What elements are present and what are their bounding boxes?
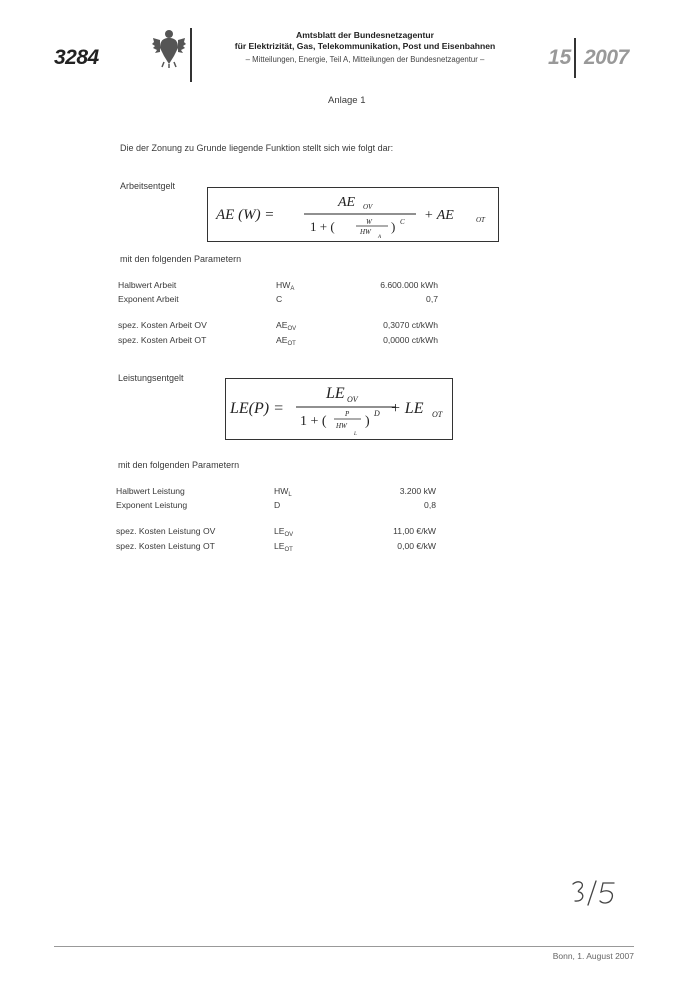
formula2-numerator-sub: OV bbox=[347, 395, 358, 404]
issue-divider bbox=[574, 38, 576, 78]
formula2-numerator: LE bbox=[326, 385, 345, 402]
issue-number: 15 bbox=[548, 46, 572, 69]
svg-text:): ) bbox=[391, 219, 396, 234]
formula1-frac-den-sub: A bbox=[378, 235, 382, 240]
params-intro-1: mit den folgenden Parametern bbox=[120, 254, 242, 264]
formula2-frac-num: P bbox=[345, 410, 350, 418]
formula1-plus: + AE bbox=[424, 208, 454, 223]
formula2-frac-den: HW bbox=[336, 422, 347, 430]
formula-arbeitsentgelt bbox=[207, 187, 499, 242]
intro-text: Die der Zonung zu Grunde liegende Funktion stellt sich wie folgt dar: bbox=[120, 143, 394, 153]
formula1-den-one: 1 + ( bbox=[310, 219, 335, 234]
handwritten-page-mark bbox=[570, 878, 620, 908]
params-intro-2: mit den folgenden Parametern bbox=[118, 460, 240, 470]
federal-eagle-icon bbox=[152, 26, 186, 68]
formula2-den-one: 1 + ( bbox=[300, 414, 327, 429]
section-heading-arbeitsentgelt: Arbeitsentgelt bbox=[120, 181, 176, 191]
formula2-plus: + LE bbox=[390, 400, 424, 417]
formula2-plus-sub: OT bbox=[432, 410, 443, 419]
footer-date: Bonn, 1. August 2007 bbox=[552, 951, 634, 961]
formula-leistungsentgelt bbox=[225, 378, 453, 440]
footer-divider bbox=[54, 946, 634, 947]
formula1-lhs: AE (W) = bbox=[216, 207, 275, 223]
formula1-numerator: AE bbox=[338, 195, 356, 210]
formula1-frac-num: W bbox=[366, 218, 372, 226]
formula1-plus-sub: OT bbox=[476, 216, 485, 224]
issue-year: 2007 bbox=[584, 46, 629, 69]
annex-title: Anlage 1 bbox=[328, 95, 366, 106]
header-divider bbox=[190, 28, 192, 82]
section-heading-leistungsentgelt: Leistungsentgelt bbox=[118, 373, 184, 383]
formula1-numerator-sub: OV bbox=[363, 203, 373, 211]
formula1-exponent: C bbox=[400, 218, 405, 226]
journal-subtitle: – Mitteilungen, Energie, Teil A, Mitteilungen der Bundesnetzagentur – bbox=[245, 55, 485, 64]
formula2-frac-den-sub: L bbox=[354, 432, 357, 437]
page-number: 3284 bbox=[54, 46, 99, 69]
formula2-exponent: D bbox=[374, 409, 380, 418]
journal-title: Amtsblatt der Bundesnetzagentur für Elektrizität, Gas, Telekommunikation, Post und Eisenbahnen bbox=[234, 30, 496, 51]
formula1-frac-den: HW bbox=[360, 228, 371, 236]
formula2-lhs: LE(P) = bbox=[230, 400, 284, 417]
svg-text:): ) bbox=[365, 414, 370, 429]
